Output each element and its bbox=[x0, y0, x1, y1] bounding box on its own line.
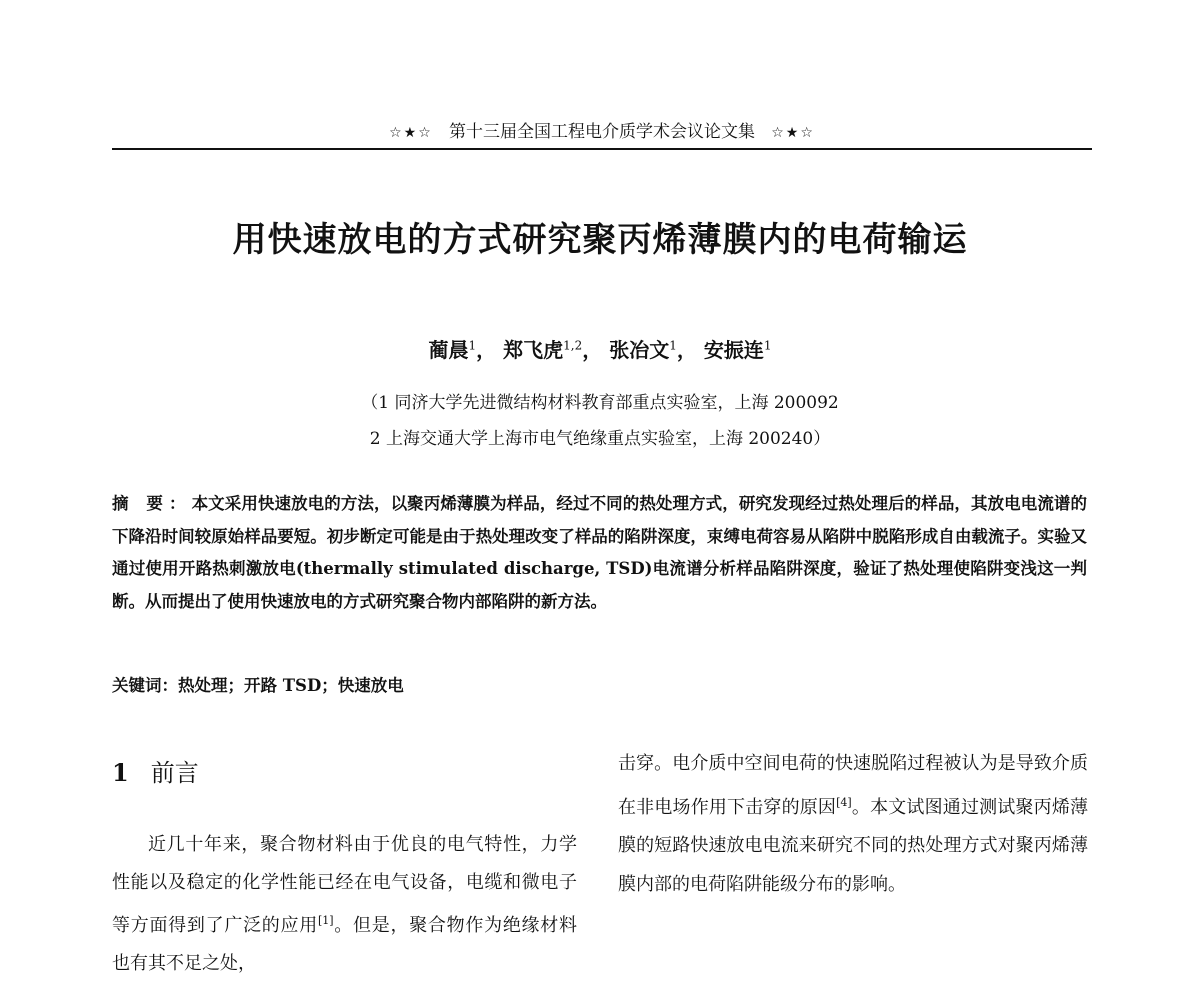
author-sup: 1,2 bbox=[563, 338, 583, 353]
header-stars-right: ☆★☆ bbox=[771, 125, 815, 141]
paragraph bbox=[618, 745, 1088, 904]
abstract-text: 本文采用快速放电的方法，以聚丙烯薄膜为样品，经过不同的热处理方式，研究发现经过热处理后的样品，其放电电流谱的下降沿时间较原始样品要短。初步断定可能是由于热处理改变了样品的陷阱深度，束缚电荷容易从陷阱中脱陷形成自由载流子。实验又通过使用开路热刺激放电(thermally stimulated discharge, TSD)电流谱分析样品陷阱深度，验证了热处理使陷阱变浅这一判断。从而提出了使用快速放电的方式研究聚合物内部陷阱的新方法。 bbox=[112, 494, 1087, 611]
author-sup: 1 bbox=[468, 338, 477, 353]
citation: [1] bbox=[317, 914, 334, 927]
running-header bbox=[112, 117, 1092, 142]
author-name: 蔺晨 bbox=[428, 338, 469, 362]
author-sup: 1 bbox=[763, 338, 772, 353]
affiliation-2: 2 上海交通大学上海市电气绝缘重点实验室，上海 200240） bbox=[369, 429, 831, 449]
author-name: 张冶文 bbox=[609, 338, 670, 362]
affiliation-1: （1 同济大学先进微结构材料教育部重点实验室，上海 200092 bbox=[361, 393, 839, 413]
header-rule bbox=[112, 148, 1092, 150]
left-column bbox=[112, 826, 577, 983]
paragraph bbox=[112, 826, 577, 983]
section-title: 前言 bbox=[150, 759, 199, 787]
author-name: 安振连 bbox=[703, 338, 764, 362]
abstract bbox=[112, 488, 1087, 618]
header-stars-left: ☆★☆ bbox=[389, 125, 433, 141]
author-sup: 1 bbox=[669, 338, 677, 353]
abstract-label: 摘 要： bbox=[112, 494, 192, 513]
author-list: 蔺晨$^1$， 郑飞虎$^{1,2}$， 张冶文$^1$， 安振连$^1$ bbox=[428, 338, 772, 362]
keywords-label: 关键词： bbox=[112, 676, 178, 695]
paragraph-text: 。本文试图通过测试聚丙烯薄膜的短路快速放电电流来研究不同的热处理方式对聚丙烯薄膜内部的电荷陷阱能级分布的影响。 bbox=[618, 796, 1089, 895]
right-column bbox=[618, 745, 1088, 904]
section-number: 1 bbox=[112, 758, 129, 787]
citation: [4] bbox=[836, 795, 852, 809]
paragraph-text: 近几十年来，聚合物材料由于优良的电气特性，力学性能以及稳定的化学性能已经在电气设备，电缆和微电子等方面得到了广泛的应用 bbox=[112, 834, 577, 936]
section-heading bbox=[112, 753, 199, 788]
paragraph-text: 击穿。电介质中空间电荷的快速脱陷过程被认为是导致介质在非电场作用下击穿的原因 bbox=[618, 753, 1088, 818]
keywords bbox=[112, 672, 1087, 700]
keywords-text: 热处理；开路 TSD；快速放电 bbox=[178, 676, 404, 695]
paragraph-text: 。但是，聚合物作为绝缘材料也有其不足之处， bbox=[112, 915, 578, 974]
header-text: 第十三届全国工程电介质学术会议论文集 bbox=[449, 122, 755, 142]
author-name: 郑飞虎 bbox=[503, 338, 564, 362]
paper-title: 用快速放电的方式研究聚丙烯薄膜内的电荷输运 bbox=[232, 220, 968, 260]
